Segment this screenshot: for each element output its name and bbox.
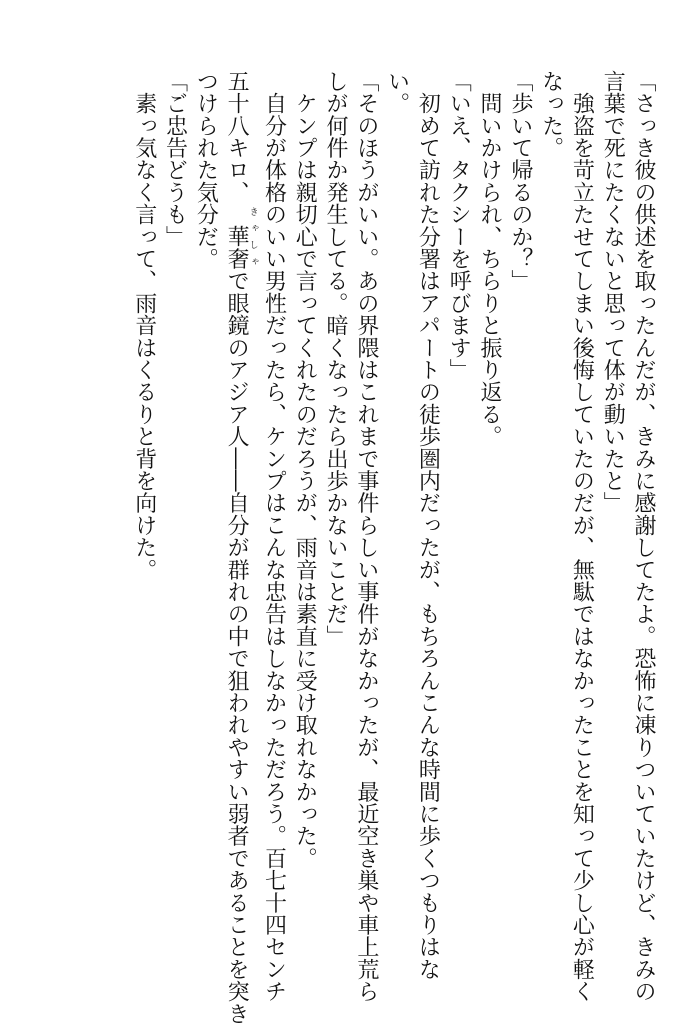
vertical-text-body	[128, 70, 658, 1025]
text-line: 「ご忠告どうも」	[162, 70, 188, 248]
text-line: い。	[384, 70, 410, 115]
ruby-base: 華奢	[224, 203, 250, 270]
text-segment: 五十八キロ、	[224, 70, 250, 204]
text-line: 言葉で死にたくないと思って体が動いたと」	[600, 70, 626, 514]
text-line: 強盗を苛立たせてしまい後悔していたのだが、無駄ではなかったことを知って少し心が軽く	[569, 70, 595, 1003]
text-segment: で眼鏡のアジア人――自分が群れの中で狙われやすい弱者であることを突き	[224, 269, 250, 1025]
text-line: なった。	[538, 70, 564, 159]
text-line: 「いえ、タクシーを呼びます」	[446, 70, 472, 381]
text-line: 「歩いて帰るのか？」	[507, 70, 533, 292]
ruby-word	[224, 203, 258, 270]
text-line-with-ruby	[220, 70, 258, 1025]
text-line: しが何件か発生してる。暗くなったら出歩かないことだ」	[323, 70, 349, 648]
ruby-reading: きゃしゃ	[247, 203, 258, 270]
text-line: ケンプは親切心で言ってくれたのだろうが、雨音は素直に受け取れなかった。	[292, 70, 318, 870]
text-line: 「そのほうがいい。あの界隈はこれまで事件らしい事件がなかったが、最近空き巣や車上荒ら	[353, 70, 379, 1003]
text-line: 自分が体格のいい男性だったら、ケンプはこんな忠告はしなかっただろう。百七十四センチ	[261, 70, 287, 1003]
text-line: 「さっき彼の供述を取ったんだが、きみに感謝してたよ。恐怖に凍りついていたけど、きみの	[631, 70, 656, 1003]
text-line: 素っ気なく言って、雨音はくるりと背を向けた。	[131, 70, 157, 581]
text-line: 問いかけられ、ちらりと振り返る。	[477, 70, 503, 448]
text-line: つけられた気分だ。	[193, 70, 219, 270]
text-line: 初めて訪れた分署はアパートの徒歩圏内だったが、もちろんこんな時間に歩くつもりはな	[415, 70, 441, 981]
